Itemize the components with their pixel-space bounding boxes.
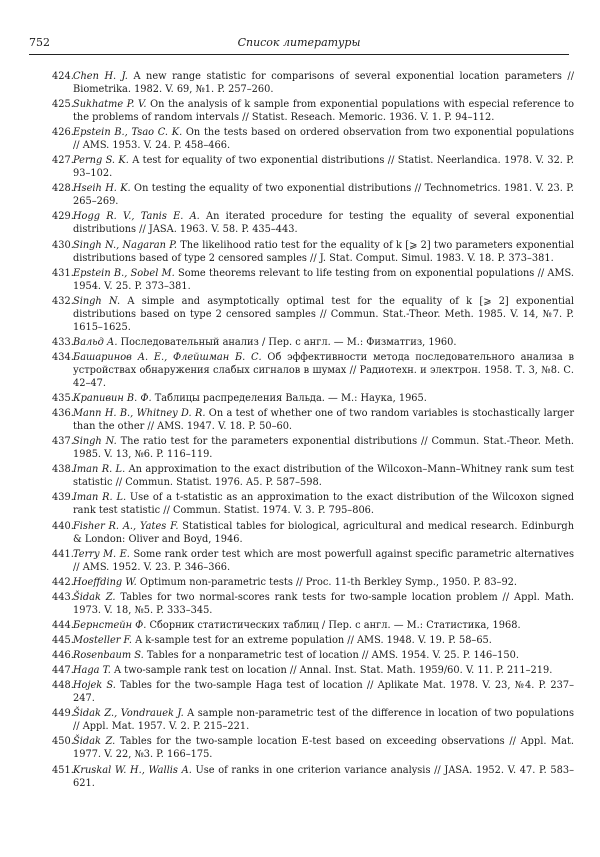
reference-authors: Iman R. L. bbox=[73, 492, 127, 504]
reference-text: A two-sample rank test on location // Annal. Inst. Stat. Math. 1959/60. V. 11. P. 211–219. bbox=[110, 665, 553, 677]
reference-text: Последовательный анализ / Пер. с англ. — М.: Физматгиз, 1960. bbox=[117, 336, 457, 348]
reference-item bbox=[29, 98, 574, 124]
reference-authors: Haga T. bbox=[73, 665, 111, 677]
reference-item bbox=[29, 735, 574, 761]
reference-text: On a test of whether one of two random variables is stochastically larger than the other // AMS. 1947. V. 18. P. 50–60. bbox=[73, 408, 574, 433]
reference-number: 425. bbox=[52, 99, 74, 111]
reference-number: 439. bbox=[52, 492, 74, 504]
reference-authors: Башаринов А. Е., Флейшман Б. С. bbox=[73, 351, 262, 363]
reference-item bbox=[29, 336, 574, 349]
reference-item bbox=[29, 707, 574, 733]
reference-number: 429. bbox=[52, 211, 74, 223]
reference-text: An iterated procedure for testing the equality of several exponential distributions // JASA. 1963. V. 58. P. 435–443. bbox=[73, 211, 574, 236]
reference-item bbox=[29, 351, 574, 390]
reference-authors: Epstein B., Sobel M. bbox=[73, 267, 175, 279]
reference-text: On testing the equality of two exponential distributions // Technometrics. 1981. V. 23. P. 265–269. bbox=[73, 183, 574, 208]
reference-item bbox=[29, 491, 574, 517]
reference-authors: Бернстейн Ф. bbox=[73, 619, 147, 631]
reference-item bbox=[29, 463, 574, 489]
reference-authors: Kruskal W. H., Wallis A. bbox=[73, 764, 192, 776]
reference-text: Tables for the two-sample location E-test based on exceeding observations // Appl. Mat. 1977. V. 22, №3. P. 166–175. bbox=[73, 736, 574, 761]
reference-text: A sample non-parametric test of the difference in location of two populations // Appl. Mat. 1957. V. 2. P. 215–221. bbox=[73, 708, 574, 733]
reference-text: The ratio test for the parameters exponential distributions // Commun. Stat.-Theor. Meth. 1985. V. 13, №6. P. 116–119. bbox=[73, 436, 574, 461]
reference-number: 437. bbox=[52, 436, 74, 448]
reference-authors: Hseih H. K. bbox=[73, 183, 131, 195]
reference-item bbox=[29, 154, 574, 180]
reference-authors: Singh N. bbox=[73, 295, 121, 307]
page-number: 752 bbox=[29, 36, 50, 49]
reference-item bbox=[29, 239, 574, 265]
reference-item bbox=[29, 619, 574, 632]
reference-number: 444. bbox=[52, 619, 74, 631]
reference-text: On the tests based on ordered observation from two exponential populations // AMS. 1953. V. 24. P. 458–466. bbox=[73, 127, 574, 152]
reference-text: A test for equality of two exponential distributions // Statist. Neerlandica. 1978. V. 32. P. 93–102. bbox=[73, 155, 574, 180]
reference-authors: Chen H. J. bbox=[73, 71, 128, 82]
reference-authors: Sukhatme P. V. bbox=[73, 99, 147, 111]
reference-item bbox=[29, 435, 574, 461]
reference-item bbox=[29, 407, 574, 433]
running-title: Список литературы bbox=[237, 36, 361, 49]
page-header bbox=[29, 34, 569, 54]
reference-number: 441. bbox=[52, 548, 74, 560]
reference-number: 434. bbox=[52, 351, 74, 363]
reference-authors: Šidak Z. bbox=[73, 591, 116, 603]
reference-authors: Крапивин В. Ф. bbox=[73, 393, 152, 405]
reference-item bbox=[29, 764, 574, 790]
reference-text: On the analysis of k sample from exponential populations with especial reference to the problems of random intervals // Statist. Reseach. Memoric. 1936. V. 1. P. 94–112. bbox=[73, 99, 575, 124]
reference-number: 448. bbox=[52, 680, 74, 692]
reference-number: 450. bbox=[52, 736, 74, 748]
reference-text: Сборник статистических таблиц / Пер. с англ. — М.: Статистика, 1968. bbox=[146, 619, 521, 631]
reference-authors: Iman R. L. bbox=[73, 464, 126, 476]
reference-item bbox=[29, 392, 574, 405]
reference-number: 433. bbox=[52, 336, 74, 348]
reference-item bbox=[29, 70, 574, 96]
reference-authors: Perng S. K. bbox=[73, 155, 129, 167]
reference-authors: Singh N. bbox=[73, 436, 117, 448]
reference-text: Some theorems relevant to life testing from on exponential populations // AMS. 1954. V. 25. P. 373–381. bbox=[73, 267, 575, 292]
reference-authors: Hogg R. V., Tanis E. A. bbox=[73, 211, 200, 223]
reference-number: 428. bbox=[52, 183, 74, 195]
header-rule bbox=[29, 54, 569, 55]
reference-number: 427. bbox=[52, 155, 74, 167]
reference-text: The likelihood ratio test for the equality of k [⩾ 2] two parameters exponential distributions based of type 2 censored samples // J. Stat. Comput. Simul. 1983. V. 18. P. 373–381. bbox=[73, 239, 574, 264]
reference-number: 430. bbox=[52, 239, 74, 251]
reference-text: Таблицы распределения Вальда. — М.: Наука, 1965. bbox=[151, 393, 427, 405]
reference-text: A simple and asymptotically optimal test for the equality of k [⩾ 2] exponential distributions based on type 2 censored samples // Commun. Stat.-Theor. Meth. 1985. V. 14, №7. P. 1615–1625. bbox=[73, 295, 574, 333]
reference-authors: Fisher R. A., Yates F. bbox=[73, 520, 179, 532]
reference-number: 446. bbox=[52, 650, 74, 662]
reference-text: Tables for a nonparametric test of location // AMS. 1954. V. 25. P. 146–150. bbox=[143, 650, 519, 662]
reference-authors: Singh N., Nagaran P. bbox=[73, 239, 177, 251]
reference-authors: Rosenbaum S. bbox=[73, 650, 144, 662]
reference-authors: Mann H. B., Whitney D. R. bbox=[73, 408, 206, 420]
reference-item bbox=[29, 634, 574, 647]
reference-authors: Epstein B., Tsao C. K. bbox=[73, 127, 183, 139]
reference-number: 440. bbox=[52, 520, 74, 532]
reference-authors: Šidak Z., Vondrauek J. bbox=[73, 708, 184, 720]
reference-authors: Mosteller F. bbox=[73, 634, 132, 646]
reference-authors: Terry M. E. bbox=[73, 548, 130, 560]
reference-number: 443. bbox=[52, 591, 74, 603]
reference-number: 445. bbox=[52, 634, 74, 646]
reference-number: 438. bbox=[52, 464, 74, 476]
reference-item bbox=[29, 576, 574, 589]
reference-number: 426. bbox=[52, 127, 74, 139]
reference-item bbox=[29, 591, 574, 617]
reference-text: Some rank order test which are most powerfull against specific parametric alternatives // AMS. 1952. V. 23. P. 346–366. bbox=[73, 548, 574, 573]
reference-text: An approximation to the exact distribution of the Wilcoxon–Mann–Whitney rank sum test statistic // Commun. Statist. 1976. A5. P. 587–598. bbox=[73, 464, 574, 489]
reference-text: Tables for the two-sample Haga test of location // Aplikate Mat. 1978. V. 23, №4. P. 237–247. bbox=[73, 680, 574, 705]
reference-item bbox=[29, 520, 574, 546]
reference-number: 449. bbox=[52, 708, 74, 720]
reference-authors: Hoeffding W. bbox=[73, 576, 137, 588]
reference-text: Об эффективности метода последовательного анализа в устройствах обнаружения слабых сигналов в шумах // Радиотехн. и электрон. 1958. Т. 3, №8. С. 42–47. bbox=[73, 351, 574, 389]
reference-list bbox=[29, 70, 574, 792]
reference-item bbox=[29, 664, 574, 677]
reference-item bbox=[29, 267, 574, 293]
reference-authors: Вальд А. bbox=[73, 336, 118, 348]
reference-text: Use of ranks in one criterion variance analysis // JASA. 1952. V. 47. P. 583–621. bbox=[73, 764, 575, 789]
reference-text: A k-sample test for an extreme population // AMS. 1948. V. 19. P. 58–65. bbox=[131, 634, 492, 646]
reference-item bbox=[29, 649, 574, 662]
reference-number: 424. bbox=[52, 71, 74, 82]
reference-text: A new range statistic for comparisons of several exponential location parameters // Biometrika. 1982. V. 69, №1. P. 257–260. bbox=[73, 71, 574, 95]
reference-item bbox=[29, 210, 574, 236]
reference-number: 435. bbox=[52, 393, 74, 405]
reference-item bbox=[29, 679, 574, 705]
reference-item bbox=[29, 126, 574, 152]
reference-item bbox=[29, 182, 574, 208]
reference-text: Optimum non-parametric tests // Proc. 11-th Berkley Symp., 1950. P. 83–92. bbox=[136, 576, 518, 588]
reference-text: Use of a t-statistic as an approximation to the exact distribution of the Wilcoxon signed rank test statistic // Commun. Statist. 1974. V. 3. P. 795–806. bbox=[73, 492, 574, 517]
reference-number: 432. bbox=[52, 295, 74, 307]
reference-item bbox=[29, 548, 574, 574]
reference-number: 431. bbox=[52, 267, 74, 279]
reference-number: 442. bbox=[52, 576, 74, 588]
reference-number: 436. bbox=[52, 408, 74, 420]
reference-number: 447. bbox=[52, 665, 74, 677]
reference-authors: Hojek S. bbox=[73, 680, 116, 692]
reference-authors: Šidak Z. bbox=[73, 736, 116, 748]
reference-item bbox=[29, 295, 574, 334]
reference-number: 451. bbox=[52, 764, 74, 776]
reference-text: Tables for two normal-scores rank tests for two-sample location problem // Appl. Math. 1973. V. 18, №5. P. 333–345. bbox=[73, 591, 574, 616]
reference-text: Statistical tables for biological, agricultural and medical research. Edinburgh & London: Oliver and Boyd, 1946. bbox=[73, 520, 575, 545]
